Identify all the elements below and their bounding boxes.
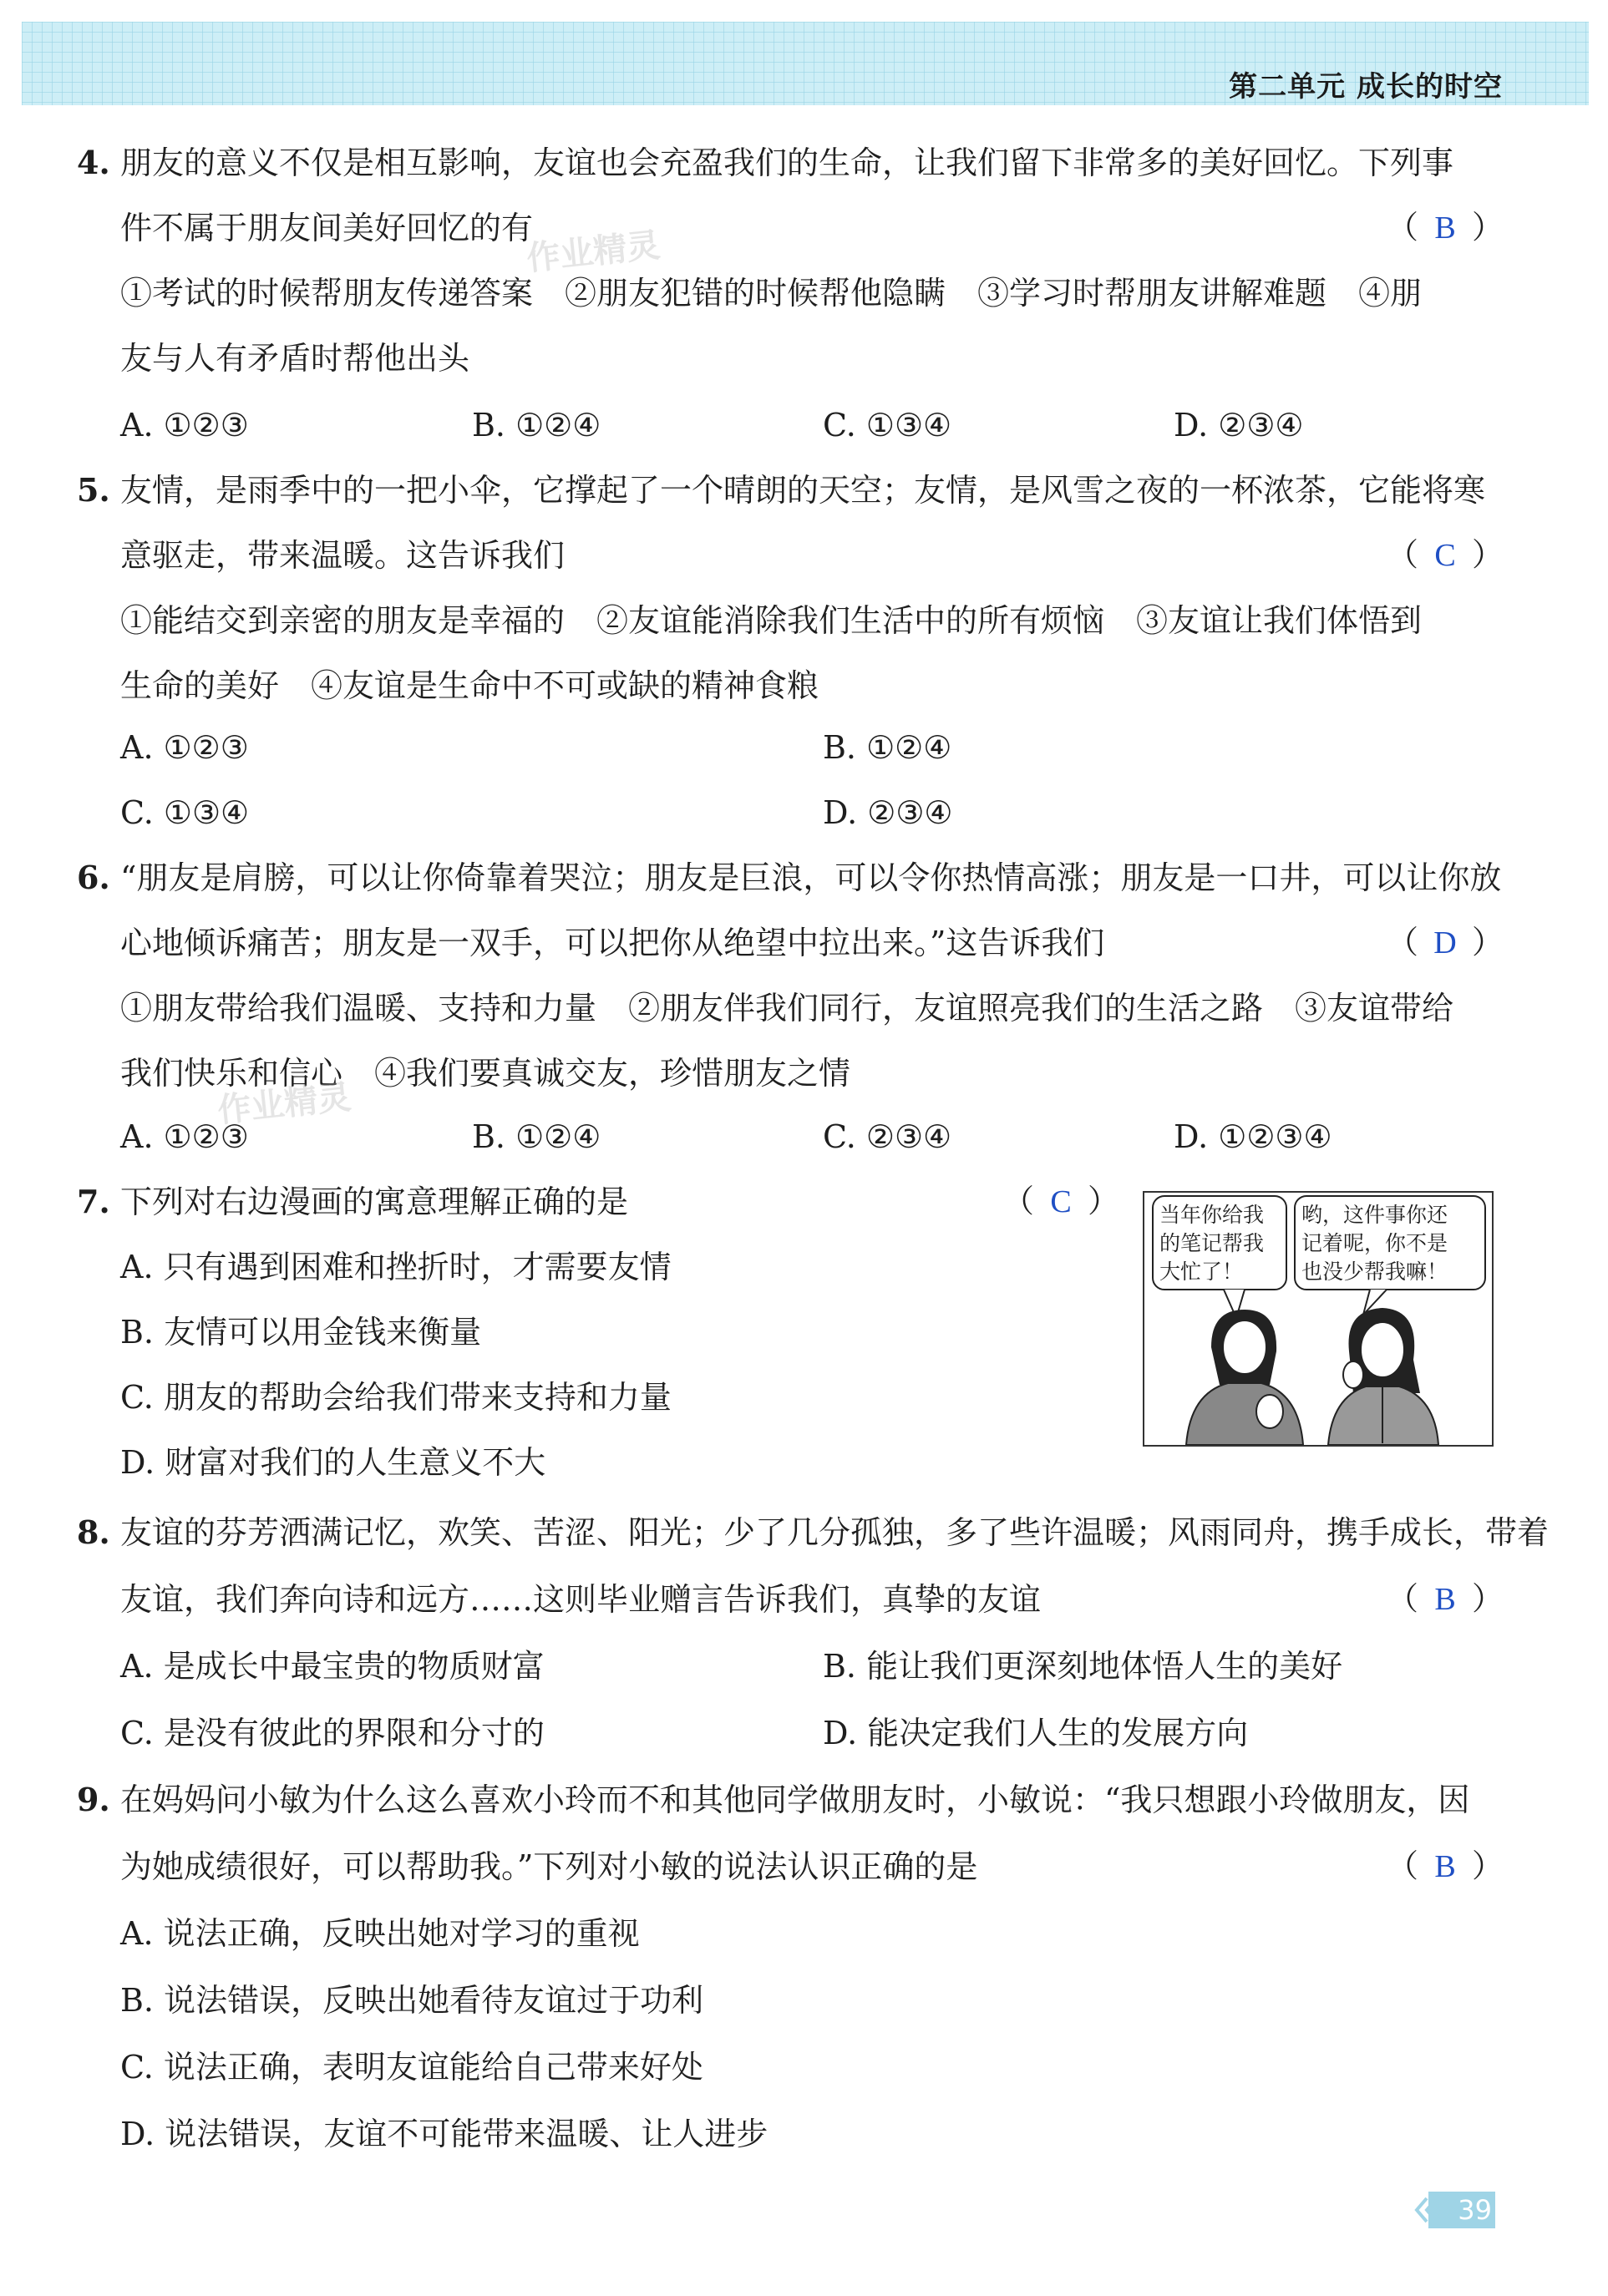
option-a: A. 说法正确，反映出她对学习的重视 — [120, 1915, 640, 1952]
option-b: B. 能让我们更深刻地体悟人生的美好 — [823, 1648, 1343, 1685]
option-d: D. ①②③④ — [1174, 1118, 1332, 1155]
option-c: C. ①③④ — [120, 794, 250, 831]
statement-line: 生命的美好 ④友谊是生命中不可或缺的精神食粮 — [120, 667, 819, 704]
question-stem: 心地倾诉痛苦；朋友是一双手，可以把你从绝望中拉出来。”这告诉我们 — [120, 925, 1105, 961]
option-d: D. 财富对我们的人生意义不大 — [120, 1444, 546, 1481]
question-stem: 友情，是雨季中的一把小伞，它撑起了一个晴朗的天空；友情，是风雪之夜的一杯浓茶，它能将寒 — [120, 472, 1486, 509]
question-stem: 友谊的芬芳洒满记忆，欢笑、苦涩、阳光；少了几分孤独，多了些许温暖；风雨同舟，携手成长，带着 — [120, 1514, 1550, 1551]
speech-bubble-right: 哟，这件事你还 记着呢，你不是 也没少帮我嘛！ — [1301, 1203, 1448, 1284]
question-stem: “朋友是肩膀，可以让你倚靠着哭泣；朋友是巨浪，可以令你热情高涨；朋友是一口井，可以让你放 — [120, 859, 1502, 896]
comic-illustration — [1143, 1191, 1494, 1447]
answer-letter: B — [1434, 210, 1456, 246]
statement-line: 友与人有矛盾时帮他出头 — [120, 340, 470, 377]
option-a: A. ①②③ — [120, 729, 249, 766]
option-d: D. ②③④ — [1174, 407, 1304, 443]
question-number: 6. — [77, 859, 110, 896]
answer-box: （ C ） — [1002, 1181, 1119, 1223]
statement-line: ①能结交到亲密的朋友是幸福的 ②友谊能消除我们生活中的所有烦恼 ③友谊让我们体悟到 — [120, 602, 1423, 639]
option-d: D. ②③④ — [823, 794, 953, 831]
option-d: D. 能决定我们人生的发展方向 — [823, 1715, 1249, 1751]
question-stem: 在妈妈问小敏为什么这么喜欢小玲而不和其他同学做朋友时，小敏说：“我只想跟小玲做朋友，因 — [120, 1782, 1470, 1818]
statement-line: ①朋友带给我们温暖、支持和力量 ②朋友伴我们同行，友谊照亮我们的生活之路 ③友谊带给 — [120, 990, 1454, 1026]
answer-letter: B — [1434, 1849, 1456, 1884]
answer-letter: B — [1434, 1582, 1456, 1617]
answer-letter: D — [1433, 925, 1457, 960]
speech-bubble-left: 当年你给我 的笔记帮我 大忙了！ — [1159, 1203, 1265, 1284]
option-b: B. 说法错误，反映出她看待友谊过于功利 — [120, 1982, 704, 2019]
page-number: 39 — [1428, 2192, 1495, 2228]
statement-line: ①考试的时候帮朋友传递答案 ②朋友犯错的时候帮他隐瞒 ③学习时帮朋友讲解难题 ④朋 — [120, 275, 1423, 312]
option-b: B. ①②④ — [472, 1118, 601, 1155]
option-b: B. 友情可以用金钱来衡量 — [120, 1314, 482, 1351]
option-a: A. ①②③ — [120, 407, 249, 443]
option-a: A. ①②③ — [120, 1118, 249, 1155]
question-stem: 下列对右边漫画的寓意理解正确的是 — [120, 1183, 629, 1220]
option-c: C. ②③④ — [823, 1118, 952, 1155]
question-number: 4. — [77, 144, 110, 181]
option-c: C. ①③④ — [823, 407, 952, 443]
statement-line: 我们快乐和信心 ④我们要真诚交友，珍惜朋友之情 — [120, 1055, 851, 1092]
watermark-stamp: 作业精灵 — [216, 1077, 353, 1131]
question-number: 7. — [77, 1183, 110, 1220]
question-stem: 意驱走，带来温暖。这告诉我们 — [120, 537, 566, 574]
answer-letter: C — [1434, 538, 1456, 573]
answer-box: （ B ） — [1387, 1579, 1504, 1620]
answer-box: （ B ） — [1387, 207, 1504, 249]
question-stem: 友谊，我们奔向诗和远方……这则毕业赠言告诉我们，真挚的友谊 — [120, 1581, 1042, 1618]
answer-box: （ C ） — [1387, 535, 1504, 576]
answer-box: （ D ） — [1387, 922, 1504, 964]
option-a: A. 只有遇到困难和挫折时，才需要友情 — [120, 1249, 672, 1285]
option-c: C. 说法正确，表明友谊能给自己带来好处 — [120, 2049, 703, 2086]
option-b: B. ①②④ — [823, 729, 952, 766]
question-stem: 为她成绩很好，可以帮助我。”下列对小敏的说法认识正确的是 — [120, 1848, 978, 1885]
unit-title: 第二单元 成长的时空 — [1229, 70, 1503, 104]
option-c: C. 是没有彼此的界限和分寸的 — [120, 1715, 545, 1751]
option-a: A. 是成长中最宝贵的物质财富 — [120, 1648, 545, 1685]
question-number: 9. — [77, 1781, 110, 1818]
question-number: 5. — [77, 471, 110, 509]
question-stem: 朋友的意义不仅是相互影响，友谊也会充盈我们的生命，让我们留下非常多的美好回忆。下列事 — [120, 144, 1454, 181]
option-d: D. 说法错误，友谊不可能带来温暖、让人进步 — [120, 2116, 768, 2152]
answer-box: （ B ） — [1387, 1846, 1504, 1888]
answer-letter: C — [1050, 1184, 1072, 1219]
watermark-stamp: 作业精灵 — [525, 226, 662, 279]
question-number: 8. — [77, 1513, 110, 1551]
option-b: B. ①②④ — [472, 407, 601, 443]
question-stem: 件不属于朋友间美好回忆的有 — [120, 210, 534, 246]
option-c: C. 朋友的帮助会给我们带来支持和力量 — [120, 1379, 672, 1416]
